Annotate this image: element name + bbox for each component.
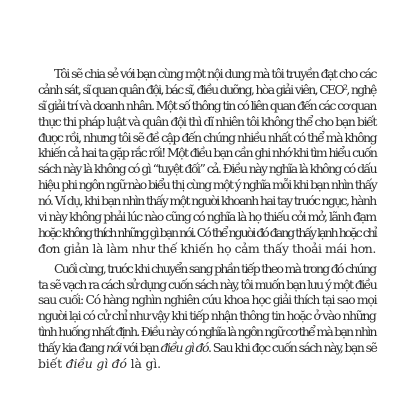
text-line bbox=[38, 161, 376, 177]
text-line bbox=[38, 98, 376, 114]
paragraph bbox=[38, 261, 376, 372]
text-run: nó. Ví dụ, khi bạn nhìn thấy một người khoanh hai tay trước ngực, hành bbox=[38, 193, 376, 209]
text-run: ta sẽ vạch ra cách sử dụng cuốn sách này, tôi muốn bạn lưu ý một điều bbox=[38, 276, 377, 292]
text-line bbox=[38, 277, 376, 293]
text-run: người lại có cử chỉ như vậy khi tiếp nhận thông tin hoặc ở vào những bbox=[38, 308, 376, 324]
text-run: được rồi, nhưng tôi sẽ đề cập đến chúng nhiều nhất có thể mà không bbox=[38, 129, 377, 145]
text-run: thấy kia đang bbox=[38, 340, 107, 356]
text-line bbox=[38, 324, 376, 340]
text-run: sĩ giải trí và doanh nhân. Một số thông tin có liên quan đến các cơ quan bbox=[38, 97, 376, 113]
text-run: biết bbox=[38, 356, 66, 372]
text-line bbox=[38, 261, 376, 277]
text-line bbox=[38, 225, 376, 241]
text-line bbox=[38, 66, 376, 82]
text-line bbox=[38, 145, 376, 161]
text-run: Cuối cùng, trước khi chuyển sang phần tiếp theo mà trong đó chúng bbox=[54, 260, 376, 276]
text-line bbox=[38, 308, 376, 324]
paragraph bbox=[38, 66, 376, 257]
text-run: thực thi pháp luật và quân đội thì dĩ nhiên tôi không thể cho bạn biết bbox=[38, 113, 377, 129]
text-run: hoặc không thích những gì bạn nói. Có thể người đó đang thấy lạnh hoặc chỉ bbox=[38, 224, 376, 240]
text-run: sách này là không có gì “tuyệt đối” cả. Điều này nghĩa là không có dấu bbox=[38, 161, 377, 177]
text-run: tình huống nhất định. Điều này có nghĩa là ngôn ngữ cơ thể mà bạn nhìn bbox=[38, 324, 376, 340]
text-run: là gì. bbox=[126, 356, 161, 372]
text-line bbox=[38, 241, 376, 257]
text-run: với bạn bbox=[120, 340, 161, 356]
text-run: vi này không phải lúc nào cũng có nghĩa là họ thiếu cởi mở, lãnh đạm bbox=[38, 209, 376, 225]
text-run: khiến cả hai ta gặp rắc rối! Một điều bạn cần ghi nhớ khi tìm hiểu cuốn bbox=[38, 145, 377, 161]
emphasized-text: điều gì đó bbox=[65, 356, 127, 372]
text-run: cảnh sát, sĩ quan quân đội, bác sĩ, điều dưỡng, hòa giải viên, CEO², nghệ bbox=[38, 81, 376, 97]
text-line bbox=[38, 340, 376, 356]
text-line bbox=[38, 356, 376, 372]
text-run: Tôi sẽ chia sẻ với bạn cùng một nội dung mà tôi truyền đạt cho các bbox=[54, 66, 376, 81]
text-run: đơn giản là làm như thế khiến họ cảm thấy thoải mái hơn. bbox=[38, 240, 376, 256]
text-line bbox=[38, 177, 376, 193]
emphasized-text: điều gì đó bbox=[160, 340, 208, 356]
text-line bbox=[38, 114, 376, 130]
text-line bbox=[38, 292, 376, 308]
text-line bbox=[38, 130, 376, 146]
text-run: . Sau khi đọc cuốn sách này, bạn sẽ bbox=[207, 340, 377, 356]
text-run: hiệu phi ngôn ngữ nào biểu thị cùng một ý nghĩa mỗi khi bạn nhìn thấy bbox=[38, 177, 377, 193]
body-text bbox=[38, 66, 376, 372]
text-line bbox=[38, 193, 376, 209]
text-line bbox=[38, 82, 376, 98]
text-line bbox=[38, 209, 376, 225]
text-run: sau cuối: Có hàng nghìn nghiên cứu khoa học giải thích tại sao mọi bbox=[38, 292, 377, 308]
emphasized-text: nói bbox=[106, 340, 121, 356]
